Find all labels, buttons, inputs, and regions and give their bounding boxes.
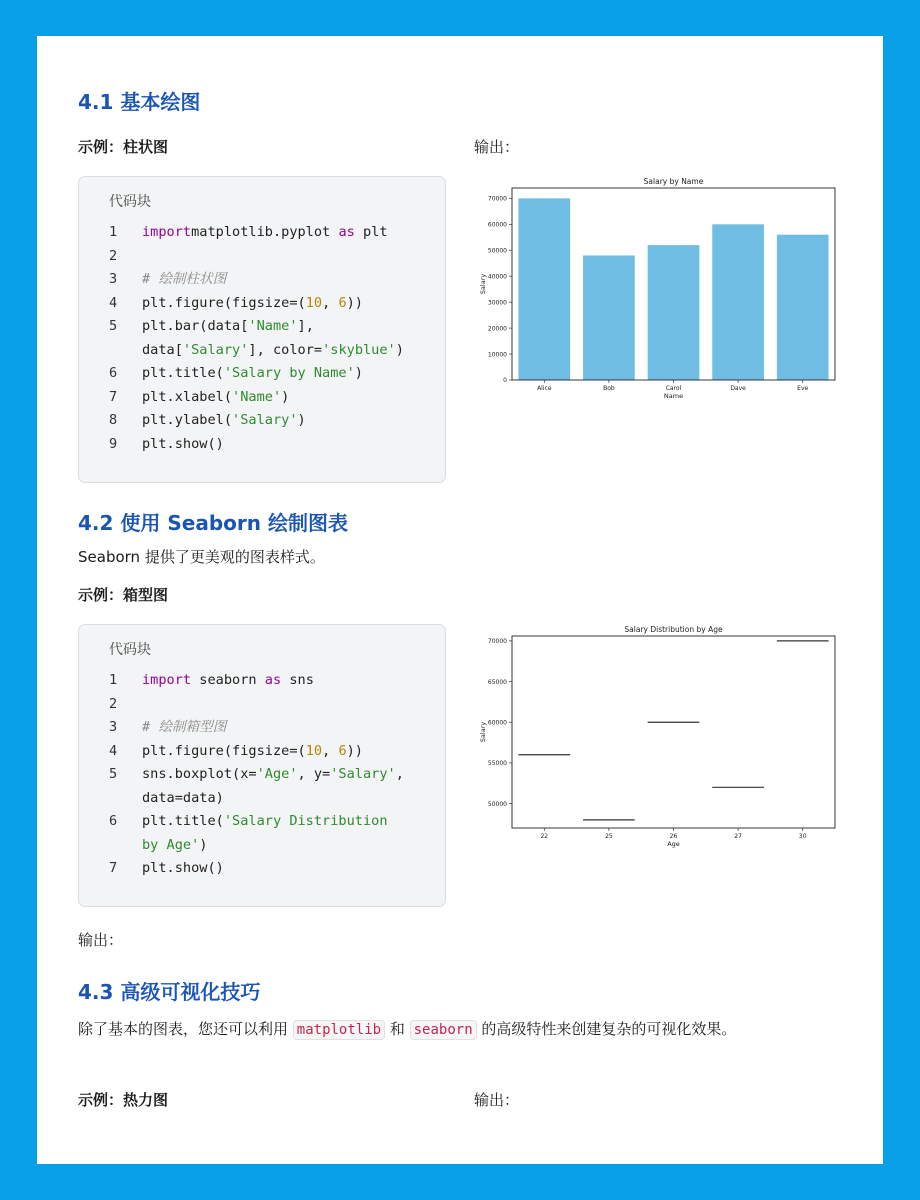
example-label-box: 示例：箱型图 bbox=[78, 586, 169, 604]
y-axis-label: Salary bbox=[479, 721, 487, 743]
code-line bbox=[79, 716, 445, 740]
code-token: 6 bbox=[338, 294, 347, 311]
code-token: 'Salary' bbox=[330, 766, 396, 782]
y-tick-label: 60000 bbox=[487, 221, 507, 229]
output-label-box: 输出： bbox=[78, 931, 124, 949]
code-token: ) bbox=[395, 341, 404, 358]
y-tick-label: 50000 bbox=[487, 800, 507, 808]
y-tick-label: 70000 bbox=[487, 638, 507, 646]
line-number: 5 bbox=[109, 318, 118, 334]
line-number: 4 bbox=[109, 294, 118, 311]
code-token: 'skyblue' bbox=[322, 341, 396, 358]
line-number: 1 bbox=[109, 224, 118, 240]
code-token: plt.title( bbox=[142, 813, 224, 829]
code-token: 'Salary' bbox=[232, 412, 298, 428]
code-token: , bbox=[322, 742, 339, 759]
code-line bbox=[79, 409, 445, 433]
code-token: plt.title( bbox=[142, 365, 224, 381]
code-token: 10 bbox=[305, 294, 323, 311]
code-line bbox=[79, 857, 445, 881]
code-line bbox=[79, 315, 445, 339]
code-token: # 绘制箱型图 bbox=[142, 719, 227, 735]
code-token: # 绘制柱状图 bbox=[142, 271, 227, 287]
code-token: ) bbox=[281, 388, 290, 405]
y-tick-label: 50000 bbox=[487, 247, 507, 255]
code-line bbox=[79, 763, 445, 787]
code-token: 6 bbox=[338, 742, 347, 759]
y-tick-label: 0 bbox=[503, 377, 507, 385]
x-tick-label: Eve bbox=[797, 385, 809, 392]
code-token: by Age' bbox=[142, 836, 200, 853]
code-text bbox=[142, 386, 289, 410]
code-token: , bbox=[395, 766, 404, 782]
code-token: ) bbox=[297, 412, 306, 428]
x-tick-label: 26 bbox=[669, 833, 678, 840]
code-token: plt.figure(figsize=( bbox=[142, 294, 306, 311]
x-axis-label: Name bbox=[663, 392, 684, 400]
code-token: 'Name' bbox=[232, 388, 282, 405]
code-token: plt.ylabel( bbox=[142, 412, 233, 428]
line-number: 1 bbox=[109, 672, 118, 688]
document-page bbox=[37, 36, 883, 1164]
line-number: 2 bbox=[109, 695, 118, 712]
code-token: )) bbox=[346, 742, 363, 759]
chart-title: Salary by Name bbox=[643, 177, 704, 186]
code-line bbox=[79, 693, 445, 717]
code-text bbox=[142, 362, 363, 386]
code-text bbox=[142, 669, 314, 693]
bar-dave bbox=[712, 224, 764, 380]
code-text bbox=[142, 787, 224, 811]
x-tick-label: Dave bbox=[730, 385, 746, 392]
output-label-heatmap: 输出： bbox=[474, 1091, 520, 1109]
y-tick-label: 55000 bbox=[487, 760, 507, 768]
code-token: seaborn bbox=[191, 672, 265, 688]
y-tick-label: 10000 bbox=[487, 351, 507, 359]
line-number: 8 bbox=[109, 412, 118, 428]
code-token: plt.show() bbox=[142, 435, 224, 452]
code-token: import bbox=[142, 224, 192, 240]
bar-bob bbox=[583, 255, 635, 380]
y-tick-label: 20000 bbox=[487, 325, 507, 333]
x-axis-label: Age bbox=[667, 840, 680, 848]
chart-title: Salary Distribution by Age bbox=[624, 625, 723, 634]
code-block-bar bbox=[78, 176, 446, 483]
code-text bbox=[142, 409, 306, 433]
section-heading-advanced: 4.3 高级可视化技巧 bbox=[78, 980, 261, 1004]
code-line bbox=[79, 834, 445, 858]
line-number: 5 bbox=[109, 766, 118, 782]
line-number: 7 bbox=[109, 860, 118, 876]
code-text bbox=[142, 292, 363, 316]
y-tick-label: 70000 bbox=[487, 195, 507, 203]
line-number: 6 bbox=[109, 813, 118, 829]
y-tick-label: 60000 bbox=[487, 719, 507, 727]
section-heading-basic-plot: 4.1 基本绘图 bbox=[78, 90, 201, 114]
code-text bbox=[142, 433, 224, 457]
code-lines bbox=[79, 221, 445, 456]
code-block-title: 代码块 bbox=[109, 642, 151, 658]
y-tick-label: 65000 bbox=[487, 678, 507, 686]
x-tick-label: Alice bbox=[537, 385, 552, 392]
y-tick-label: 40000 bbox=[487, 273, 507, 281]
code-line bbox=[79, 339, 445, 363]
code-token: import bbox=[142, 672, 192, 688]
code-block-box bbox=[78, 624, 446, 907]
section-description-seaborn: Seaborn 提供了更美观的图表样式。 bbox=[78, 548, 325, 566]
code-token: 'Salary Distribution bbox=[223, 813, 388, 829]
bar-eve bbox=[777, 235, 829, 380]
code-token: as bbox=[264, 672, 282, 688]
desc-text-before: 除了基本的图表，您还可以利用 bbox=[78, 1020, 293, 1038]
desc-text-middle: 和 bbox=[385, 1020, 410, 1038]
code-text bbox=[142, 221, 388, 245]
code-line bbox=[79, 740, 445, 764]
code-text bbox=[142, 716, 226, 740]
y-tick-label: 30000 bbox=[487, 299, 507, 307]
code-text bbox=[142, 834, 207, 858]
code-line bbox=[79, 362, 445, 386]
inline-code-matplotlib: matplotlib bbox=[293, 1020, 385, 1040]
code-text bbox=[142, 339, 404, 363]
code-line bbox=[79, 245, 445, 269]
code-token: ) bbox=[354, 365, 363, 381]
output-label-bar: 输出： bbox=[474, 138, 520, 156]
code-token: 'Age' bbox=[256, 766, 298, 782]
code-token: matplotlib.pyplot bbox=[191, 224, 339, 240]
code-token: ], color= bbox=[248, 341, 323, 358]
code-token: plt bbox=[354, 224, 388, 240]
code-token: )) bbox=[346, 294, 363, 311]
x-tick-label: 30 bbox=[798, 833, 807, 840]
code-token: ], bbox=[297, 318, 314, 334]
code-line bbox=[79, 386, 445, 410]
bar-alice bbox=[518, 198, 570, 380]
code-line bbox=[79, 221, 445, 245]
code-text bbox=[142, 740, 363, 764]
line-number: 7 bbox=[109, 388, 118, 405]
x-tick-label: 25 bbox=[605, 833, 613, 840]
bar-carol bbox=[648, 245, 700, 380]
line-number: 9 bbox=[109, 435, 118, 452]
code-token: ) bbox=[199, 836, 208, 853]
code-line bbox=[79, 433, 445, 457]
code-line bbox=[79, 268, 445, 292]
example-label-bar: 示例：柱状图 bbox=[78, 138, 169, 156]
x-tick-label: 22 bbox=[540, 833, 549, 840]
code-line bbox=[79, 787, 445, 811]
code-line bbox=[79, 292, 445, 316]
box-chart-salary-by-age bbox=[474, 622, 846, 854]
line-number: 3 bbox=[109, 271, 118, 287]
code-token: sns bbox=[281, 672, 314, 688]
code-text bbox=[142, 268, 226, 292]
code-token: 'Name' bbox=[248, 318, 298, 334]
code-token: 'Salary by Name' bbox=[223, 365, 355, 381]
inline-code-seaborn: seaborn bbox=[410, 1020, 477, 1040]
code-token: as bbox=[338, 224, 355, 240]
code-token: 10 bbox=[305, 742, 323, 759]
code-token: sns.boxplot(x= bbox=[142, 766, 257, 782]
desc-text-after: 的高级特性来创建复杂的可视化效果。 bbox=[476, 1020, 737, 1038]
code-text bbox=[142, 315, 314, 339]
x-tick-label: 27 bbox=[734, 833, 742, 840]
code-text bbox=[142, 810, 388, 834]
line-number: 6 bbox=[109, 365, 118, 381]
code-token: data[ bbox=[142, 341, 183, 358]
section-description-advanced bbox=[78, 1015, 818, 1044]
code-token: plt.show() bbox=[142, 860, 224, 876]
code-token: data=data) bbox=[142, 789, 224, 806]
code-token: , bbox=[322, 294, 339, 311]
code-line bbox=[79, 810, 445, 834]
code-token: plt.bar(data[ bbox=[142, 318, 249, 334]
line-number: 3 bbox=[109, 719, 118, 735]
line-number: 2 bbox=[109, 247, 118, 264]
code-block-title: 代码块 bbox=[109, 194, 151, 210]
x-tick-label: Bob bbox=[603, 385, 615, 392]
plot-frame bbox=[512, 636, 835, 828]
code-token: , y= bbox=[297, 766, 331, 782]
bar-chart-salary-by-name bbox=[474, 174, 846, 406]
section-heading-seaborn: 4.2 使用 Seaborn 绘制图表 bbox=[78, 511, 348, 535]
code-text bbox=[142, 763, 404, 787]
code-line bbox=[79, 669, 445, 693]
line-number: 4 bbox=[109, 742, 118, 759]
code-token: 'Salary' bbox=[182, 341, 249, 358]
y-axis-label: Salary bbox=[479, 273, 487, 295]
code-text bbox=[142, 857, 224, 881]
example-label-heatmap: 示例：热力图 bbox=[78, 1091, 169, 1109]
code-token: plt.figure(figsize=( bbox=[142, 742, 306, 759]
code-lines bbox=[79, 669, 445, 881]
x-tick-label: Carol bbox=[665, 385, 682, 392]
code-token: plt.xlabel( bbox=[142, 388, 233, 405]
